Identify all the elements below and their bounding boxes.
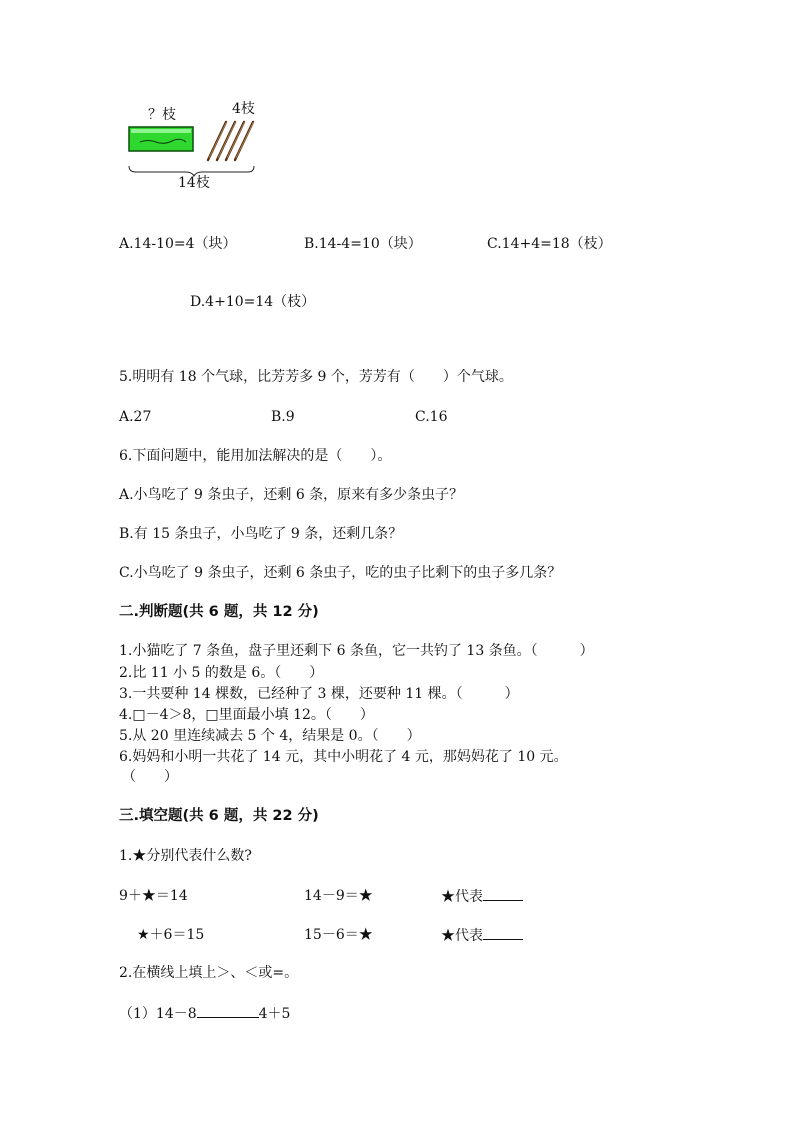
q4-option-b: B.14-4=10（块） xyxy=(304,236,422,252)
fill-q2-item-right: 4＋5 xyxy=(258,1006,291,1022)
figure-total-label: 14枝 xyxy=(178,175,210,191)
fill-q1-stem: 1.★分别代表什么数? xyxy=(119,848,252,864)
fill-q1-row1-eq1: 9＋★＝14 xyxy=(119,888,188,904)
figure-right-label: 4枝 xyxy=(232,101,255,117)
fill-q1-row2-label: ★代表 xyxy=(441,928,483,944)
pencils-icon xyxy=(208,122,253,160)
judge-item-2: 2.比 11 小 5 的数是 6。（ ） xyxy=(119,665,324,681)
pencil-figure xyxy=(126,96,266,196)
fill-q1-row2-eq1: ★＋6＝15 xyxy=(137,927,205,943)
fill-q1-row1-eq2: 14－9＝★ xyxy=(304,888,373,904)
compare-blank[interactable] xyxy=(197,1004,259,1018)
judge-item-5: 5.从 20 里连续减去 5 个 4，结果是 0。（ ） xyxy=(119,728,421,744)
fill-q1-row2-answer xyxy=(441,926,523,945)
fill-q1-row1-answer xyxy=(441,887,523,906)
q5-option-c: C.16 xyxy=(415,409,448,425)
figure-left-label: ？枝 xyxy=(148,107,176,123)
judge-item-3: 3.一共要种 14 棵数，已经种了 3 棵，还要种 11 棵。（ ） xyxy=(119,686,519,702)
fill-q1-row1-label: ★代表 xyxy=(441,889,483,905)
fill-q2-item-left: （1）14－8 xyxy=(119,1006,197,1022)
section2-title: 二.判断题(共 6 题，共 12 分) xyxy=(119,604,319,620)
q4-option-d: D.4+10=14（枝） xyxy=(190,294,316,310)
q6-option-a: A.小鸟吃了 9 条虫子，还剩 6 条，原来有多少条虫子？ xyxy=(119,487,464,503)
q5-stem: 5.明明有 18 个气球，比芳芳多 9 个，芳芳有（ ）个气球。 xyxy=(119,369,513,385)
judge-item-6-bracket: （ ） xyxy=(122,769,178,785)
q6-option-b: B.有 15 条虫子，小鸟吃了 9 条，还剩几条？ xyxy=(119,526,403,542)
judge-item-6: 6.妈妈和小明一共花了 14 元，其中小明花了 4 元，那妈妈花了 10 元。 xyxy=(119,749,568,765)
section3-title: 三.填空题(共 6 题，共 22 分) xyxy=(119,808,319,824)
fill-q2-stem: 2.在横线上填上＞、＜或=。 xyxy=(119,965,299,981)
q6-option-c: C.小鸟吃了 9 条虫子，还剩 6 条虫子，吃的虫子比剩下的虫子多几条？ xyxy=(119,565,562,581)
judge-item-1: 1.小猫吃了 7 条鱼，盘子里还剩下 6 条鱼，它一共钓了 13 条鱼。（ ） xyxy=(119,643,594,659)
answer-blank[interactable] xyxy=(483,887,523,901)
q6-stem: 6.下面问题中，能用加法解决的是（ ）。 xyxy=(119,448,392,464)
q5-option-a: A.27 xyxy=(119,409,152,425)
fill-q2-item-1 xyxy=(119,1004,290,1023)
judge-item-4: 4.□－4＞8，□里面最小填 12。（ ） xyxy=(119,707,374,723)
fill-q1-row2-eq2: 15－6＝★ xyxy=(304,927,373,943)
answer-blank[interactable] xyxy=(483,926,523,940)
q5-option-b: B.9 xyxy=(271,409,295,425)
q4-option-a: A.14-10=4（块） xyxy=(119,236,237,252)
q4-option-c: C.14+4=18（枝） xyxy=(487,236,612,252)
